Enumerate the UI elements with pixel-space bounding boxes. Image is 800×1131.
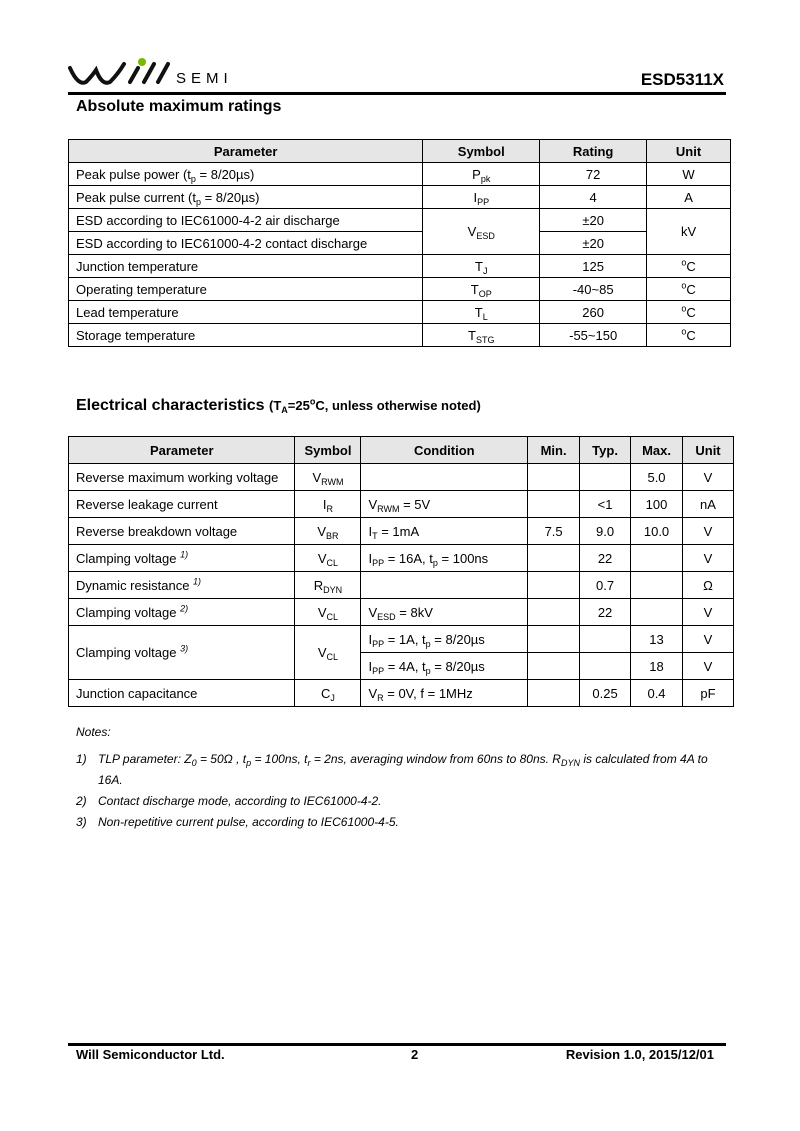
rating-cell: -55~150 bbox=[540, 324, 647, 347]
condition-cell bbox=[361, 572, 528, 599]
symbol-cell: $V_{BR}$ bbox=[295, 518, 361, 545]
condition-cell: $I_T = 1mA$ bbox=[361, 518, 528, 545]
table-row bbox=[69, 680, 734, 707]
table-row bbox=[69, 518, 734, 545]
param-cell: Reverse breakdown voltage bbox=[69, 518, 295, 545]
header-rule bbox=[68, 92, 726, 95]
table-row bbox=[69, 163, 731, 186]
rating-cell: 260 bbox=[540, 301, 647, 324]
unit-cell: kV bbox=[647, 209, 731, 255]
param-cell: Dynamic resistance $^{1)}$ bbox=[69, 572, 295, 599]
abs-max-table bbox=[68, 139, 731, 347]
typ-cell: 0.25 bbox=[580, 680, 631, 707]
condition-cell: $V_{ESD} = 8kV$ bbox=[361, 599, 528, 626]
table-row bbox=[69, 186, 731, 209]
condition-cell: $I_{PP} = 1A$, $t_p = 8/20\mu s$ bbox=[361, 626, 528, 653]
rating-cell: 4 bbox=[540, 186, 647, 209]
table-row bbox=[69, 278, 731, 301]
param-cell: Lead temperature bbox=[69, 301, 423, 324]
table-row bbox=[69, 301, 731, 324]
param-cell: Clamping voltage $^{3)}$ bbox=[69, 626, 295, 680]
unit-cell: $^o$C bbox=[647, 278, 731, 301]
max-cell: 10.0 bbox=[631, 518, 683, 545]
col-header: Min. bbox=[528, 437, 580, 464]
min-cell bbox=[528, 599, 580, 626]
max-cell: 18 bbox=[631, 653, 683, 680]
note-item: 2) Contact discharge mode, according to IEC61000-4-2. bbox=[76, 794, 382, 808]
param-cell: Clamping voltage $^{2)}$ bbox=[69, 599, 295, 626]
rating-cell: ±20 bbox=[540, 232, 647, 255]
footer-page-number: 2 bbox=[411, 1047, 419, 1062]
min-cell bbox=[528, 653, 580, 680]
unit-cell: pF bbox=[683, 680, 734, 707]
unit-cell: V bbox=[683, 464, 734, 491]
typ-cell bbox=[580, 464, 631, 491]
rating-cell: 125 bbox=[540, 255, 647, 278]
rating-cell: ±20 bbox=[540, 209, 647, 232]
symbol-cell: $I_R$ bbox=[295, 491, 361, 518]
elec-table bbox=[68, 436, 734, 707]
typ-cell bbox=[580, 653, 631, 680]
param-cell: ESD according to IEC61000-4-2 contact discharge bbox=[69, 232, 423, 255]
unit-cell: V bbox=[683, 545, 734, 572]
unit-cell: V bbox=[683, 599, 734, 626]
typ-cell: 0.7 bbox=[580, 572, 631, 599]
unit-cell: V bbox=[683, 653, 734, 680]
col-header: Condition bbox=[361, 437, 528, 464]
footer-revision: Revision 1.0, 2015/12/01 bbox=[565, 1047, 714, 1062]
table-row bbox=[69, 572, 734, 599]
param-cell: Operating temperature bbox=[69, 278, 423, 301]
table-header-row bbox=[69, 437, 734, 464]
param-cell: Junction temperature bbox=[69, 255, 423, 278]
unit-cell: A bbox=[647, 186, 731, 209]
footer-company: Will Semiconductor Ltd. bbox=[76, 1047, 225, 1062]
table-row bbox=[69, 491, 734, 518]
note-item: 1) TLP parameter: $Z_0 = 50\Omega$ , $t_p = 100ns$, $t_r = 2ns$, averaging window from 60ns to 80ns. $R_{DYN}$ is calculated from 4A to 16A. bbox=[76, 752, 708, 787]
symbol-cell: $V_{RWM}$ bbox=[295, 464, 361, 491]
notes-heading: Notes: bbox=[76, 725, 111, 739]
param-cell: ESD according to IEC61000-4-2 air discharge bbox=[69, 209, 423, 232]
max-cell bbox=[631, 545, 683, 572]
symbol-cell: $C_J$ bbox=[295, 680, 361, 707]
condition-cell bbox=[361, 464, 528, 491]
notes-section bbox=[76, 722, 728, 833]
col-header: Symbol bbox=[295, 437, 361, 464]
min-cell bbox=[528, 545, 580, 572]
rating-cell: -40~85 bbox=[540, 278, 647, 301]
unit-cell: Ω bbox=[683, 572, 734, 599]
footer-rule bbox=[68, 1043, 726, 1046]
symbol-cell: $I_{PP}$ bbox=[423, 186, 540, 209]
part-number: ESD5311X bbox=[640, 70, 724, 89]
col-header: Symbol bbox=[423, 140, 540, 163]
unit-cell: nA bbox=[683, 491, 734, 518]
param-cell: Clamping voltage $^{1)}$ bbox=[69, 545, 295, 572]
unit-cell: V bbox=[683, 518, 734, 545]
unit-cell: $^o$C bbox=[647, 324, 731, 347]
param-cell: Peak pulse power $(t_p = 8/20\mu s)$ bbox=[69, 163, 423, 186]
condition-cell: $V_R = 0V$, f = 1MHz bbox=[361, 680, 528, 707]
symbol-cell: $P_{pk}$ bbox=[423, 163, 540, 186]
unit-cell: V bbox=[683, 626, 734, 653]
col-header: Rating bbox=[540, 140, 647, 163]
col-header: Max. bbox=[631, 437, 683, 464]
col-header: Unit bbox=[647, 140, 731, 163]
table-row bbox=[69, 626, 734, 653]
min-cell bbox=[528, 626, 580, 653]
elec-title: Electrical characteristics ($T_A=25^oC$, unless otherwise noted) bbox=[76, 396, 481, 415]
condition-cell: $V_{RWM} = 5V$ bbox=[361, 491, 528, 518]
note-item: 3) Non-repetitive current pulse, according to IEC61000-4-5. bbox=[76, 815, 399, 829]
min-cell bbox=[528, 680, 580, 707]
symbol-cell: $R_{DYN}$ bbox=[295, 572, 361, 599]
symbol-cell: $V_{ESD}$ bbox=[423, 209, 540, 255]
condition-cell: $I_{PP} = 4A$, $t_p = 8/20\mu s$ bbox=[361, 653, 528, 680]
col-header: Parameter bbox=[69, 437, 295, 464]
col-header: Parameter bbox=[69, 140, 423, 163]
param-cell: Reverse leakage current bbox=[69, 491, 295, 518]
table-row bbox=[69, 209, 731, 232]
col-header: Unit bbox=[683, 437, 734, 464]
typ-cell: 9.0 bbox=[580, 518, 631, 545]
max-cell bbox=[631, 599, 683, 626]
typ-cell bbox=[580, 626, 631, 653]
max-cell: 13 bbox=[631, 626, 683, 653]
logo-wordmark: SEMI bbox=[176, 70, 233, 87]
condition-cell: $I_{PP} = 16A$, $t_p = 100ns$ bbox=[361, 545, 528, 572]
table-row bbox=[69, 599, 734, 626]
param-cell: Peak pulse current $(t_p = 8/20\mu s)$ bbox=[69, 186, 423, 209]
param-cell: Reverse maximum working voltage bbox=[69, 464, 295, 491]
max-cell: 5.0 bbox=[631, 464, 683, 491]
symbol-cell: $T_{STG}$ bbox=[423, 324, 540, 347]
min-cell: 7.5 bbox=[528, 518, 580, 545]
symbol-cell: $V_{CL}$ bbox=[295, 626, 361, 680]
col-header: Typ. bbox=[580, 437, 631, 464]
min-cell bbox=[528, 464, 580, 491]
param-cell: Junction capacitance bbox=[69, 680, 295, 707]
symbol-cell: $V_{CL}$ bbox=[295, 545, 361, 572]
elec-title-condition: ($T_A=25^oC$, unless otherwise noted) bbox=[269, 396, 481, 415]
min-cell bbox=[528, 572, 580, 599]
unit-cell: W bbox=[647, 163, 731, 186]
max-cell bbox=[631, 572, 683, 599]
max-cell: 100 bbox=[631, 491, 683, 518]
table-row bbox=[69, 255, 731, 278]
table-row bbox=[69, 324, 731, 347]
param-cell: Storage temperature bbox=[69, 324, 423, 347]
min-cell bbox=[528, 491, 580, 518]
symbol-cell: $T_J$ bbox=[423, 255, 540, 278]
table-row bbox=[69, 464, 734, 491]
max-cell: 0.4 bbox=[631, 680, 683, 707]
unit-cell: $^o$C bbox=[647, 255, 731, 278]
symbol-cell: $T_L$ bbox=[423, 301, 540, 324]
table-row bbox=[69, 232, 731, 255]
typ-cell: 22 bbox=[580, 599, 631, 626]
symbol-cell: $T_{OP}$ bbox=[423, 278, 540, 301]
table-row bbox=[69, 545, 734, 572]
typ-cell: 22 bbox=[580, 545, 631, 572]
typ-cell: <1 bbox=[580, 491, 631, 518]
table-header-row bbox=[69, 140, 731, 163]
symbol-cell: $V_{CL}$ bbox=[295, 599, 361, 626]
rating-cell: 72 bbox=[540, 163, 647, 186]
unit-cell: $^o$C bbox=[647, 301, 731, 324]
abs-max-title: Absolute maximum ratings bbox=[76, 98, 282, 115]
